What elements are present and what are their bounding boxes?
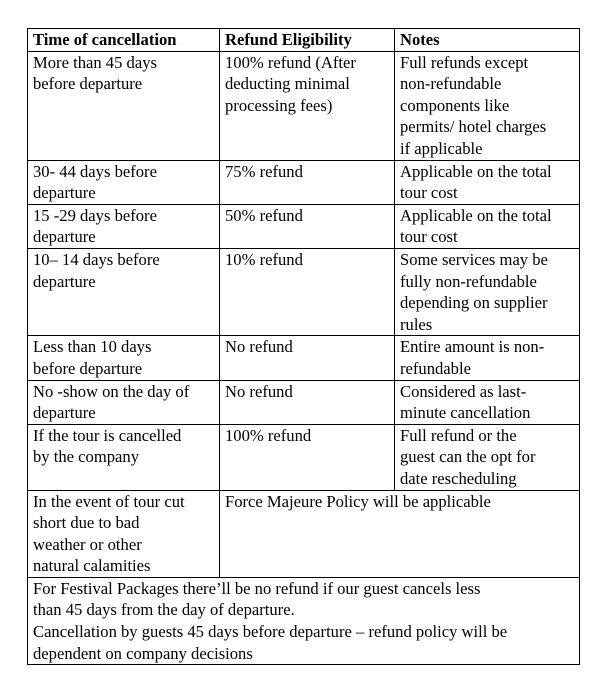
table-row xyxy=(28,336,580,380)
cell-line: 75% refund xyxy=(225,161,303,181)
cell-line: departure xyxy=(33,183,96,203)
cell-line: fully non-refundable xyxy=(400,271,537,291)
notes-cell xyxy=(395,424,580,490)
time-cell xyxy=(28,248,220,335)
cell-line: 10– 14 days before xyxy=(33,249,160,269)
time-cell xyxy=(28,160,220,204)
cell-line: non-refundable xyxy=(400,74,502,94)
footer-line: Cancellation by guests 45 days before departure – refund policy will be xyxy=(33,622,508,642)
force-majeure-policy-cell xyxy=(220,490,580,577)
cell-line: 100% refund xyxy=(225,425,312,445)
refund-cell xyxy=(220,204,395,248)
table-row xyxy=(28,160,580,204)
footer-line: than 45 days from the day of departure. xyxy=(33,600,295,620)
cell-line: rules xyxy=(400,314,433,334)
cell-line: guest can the opt for xyxy=(400,447,536,467)
cell-line: weather or other xyxy=(33,534,142,554)
cell-line: Some services may be xyxy=(400,249,548,269)
cell-line: before departure xyxy=(33,358,143,378)
footer-line: For Festival Packages there’ll be no refund if our guest cancels less xyxy=(33,578,481,598)
cell-line: departure xyxy=(33,227,96,247)
refund-cell xyxy=(220,51,395,160)
time-cell xyxy=(28,490,220,577)
header-notes: Notes xyxy=(395,29,580,52)
header-time-of-cancellation: Time of cancellation xyxy=(28,29,220,52)
header-refund-eligibility: Refund Eligibility xyxy=(220,29,395,52)
cell-line: Entire amount is non- xyxy=(400,337,545,357)
cell-line: No -show on the day of xyxy=(33,381,190,401)
cell-line: departure xyxy=(33,271,96,291)
time-cell xyxy=(28,380,220,424)
refund-cell xyxy=(220,336,395,380)
table-row xyxy=(28,51,580,160)
refund-cell xyxy=(220,160,395,204)
notes-cell xyxy=(395,204,580,248)
cancellation-policy-table xyxy=(27,28,580,665)
cell-line: Applicable on the total xyxy=(400,161,552,181)
cell-line: permits/ hotel charges xyxy=(400,117,547,137)
cell-line: short due to bad xyxy=(33,513,140,533)
cell-line: Less than 10 days xyxy=(33,337,152,357)
notes-cell xyxy=(395,336,580,380)
cell-line: components like xyxy=(400,95,510,115)
time-cell xyxy=(28,51,220,160)
footer-line: dependent on company decisions xyxy=(33,643,253,663)
refund-cell xyxy=(220,424,395,490)
notes-cell xyxy=(395,248,580,335)
notes-cell xyxy=(395,160,580,204)
cell-line: date rescheduling xyxy=(400,468,517,488)
time-cell xyxy=(28,336,220,380)
table-row xyxy=(28,424,580,490)
footer-row xyxy=(28,577,580,664)
cell-line: 50% refund xyxy=(225,205,303,225)
cell-line: If the tour is cancelled xyxy=(33,425,182,445)
cell-line: Full refund or the xyxy=(400,425,517,445)
refund-cell xyxy=(220,248,395,335)
table-header-row xyxy=(28,29,580,52)
cell-line: 100% refund (After xyxy=(225,52,356,72)
table-row xyxy=(28,248,580,335)
cell-line: depending on supplier xyxy=(400,293,548,313)
cell-line: if applicable xyxy=(400,138,483,158)
cell-line: minute cancellation xyxy=(400,403,531,423)
cell-line: Applicable on the total xyxy=(400,205,552,225)
cell-line: No refund xyxy=(225,381,293,401)
cell-line: departure xyxy=(33,403,96,423)
cell-line: Force Majeure Policy will be applicable xyxy=(225,491,491,511)
table-row xyxy=(28,204,580,248)
force-majeure-row xyxy=(28,490,580,577)
cell-line: by the company xyxy=(33,447,139,467)
cell-line: Full refunds except xyxy=(400,52,529,72)
time-cell xyxy=(28,204,220,248)
cell-line: No refund xyxy=(225,337,293,357)
cell-line: before departure xyxy=(33,74,143,94)
notes-cell xyxy=(395,380,580,424)
table-row xyxy=(28,380,580,424)
cell-line: processing fees) xyxy=(225,95,333,115)
cell-line: More than 45 days xyxy=(33,52,157,72)
cell-line: 30- 44 days before xyxy=(33,161,157,181)
cell-line: refundable xyxy=(400,358,471,378)
cell-line: natural calamities xyxy=(33,556,151,576)
cell-line: 15 -29 days before xyxy=(33,205,157,225)
cell-line: tour cost xyxy=(400,183,458,203)
cell-line: tour cost xyxy=(400,227,458,247)
time-cell xyxy=(28,424,220,490)
refund-cell xyxy=(220,380,395,424)
footer-note-cell xyxy=(28,577,580,664)
cell-line: 10% refund xyxy=(225,249,303,269)
cell-line: In the event of tour cut xyxy=(33,491,185,511)
notes-cell xyxy=(395,51,580,160)
cell-line: Considered as last- xyxy=(400,381,527,401)
cell-line: deducting minimal xyxy=(225,74,350,94)
